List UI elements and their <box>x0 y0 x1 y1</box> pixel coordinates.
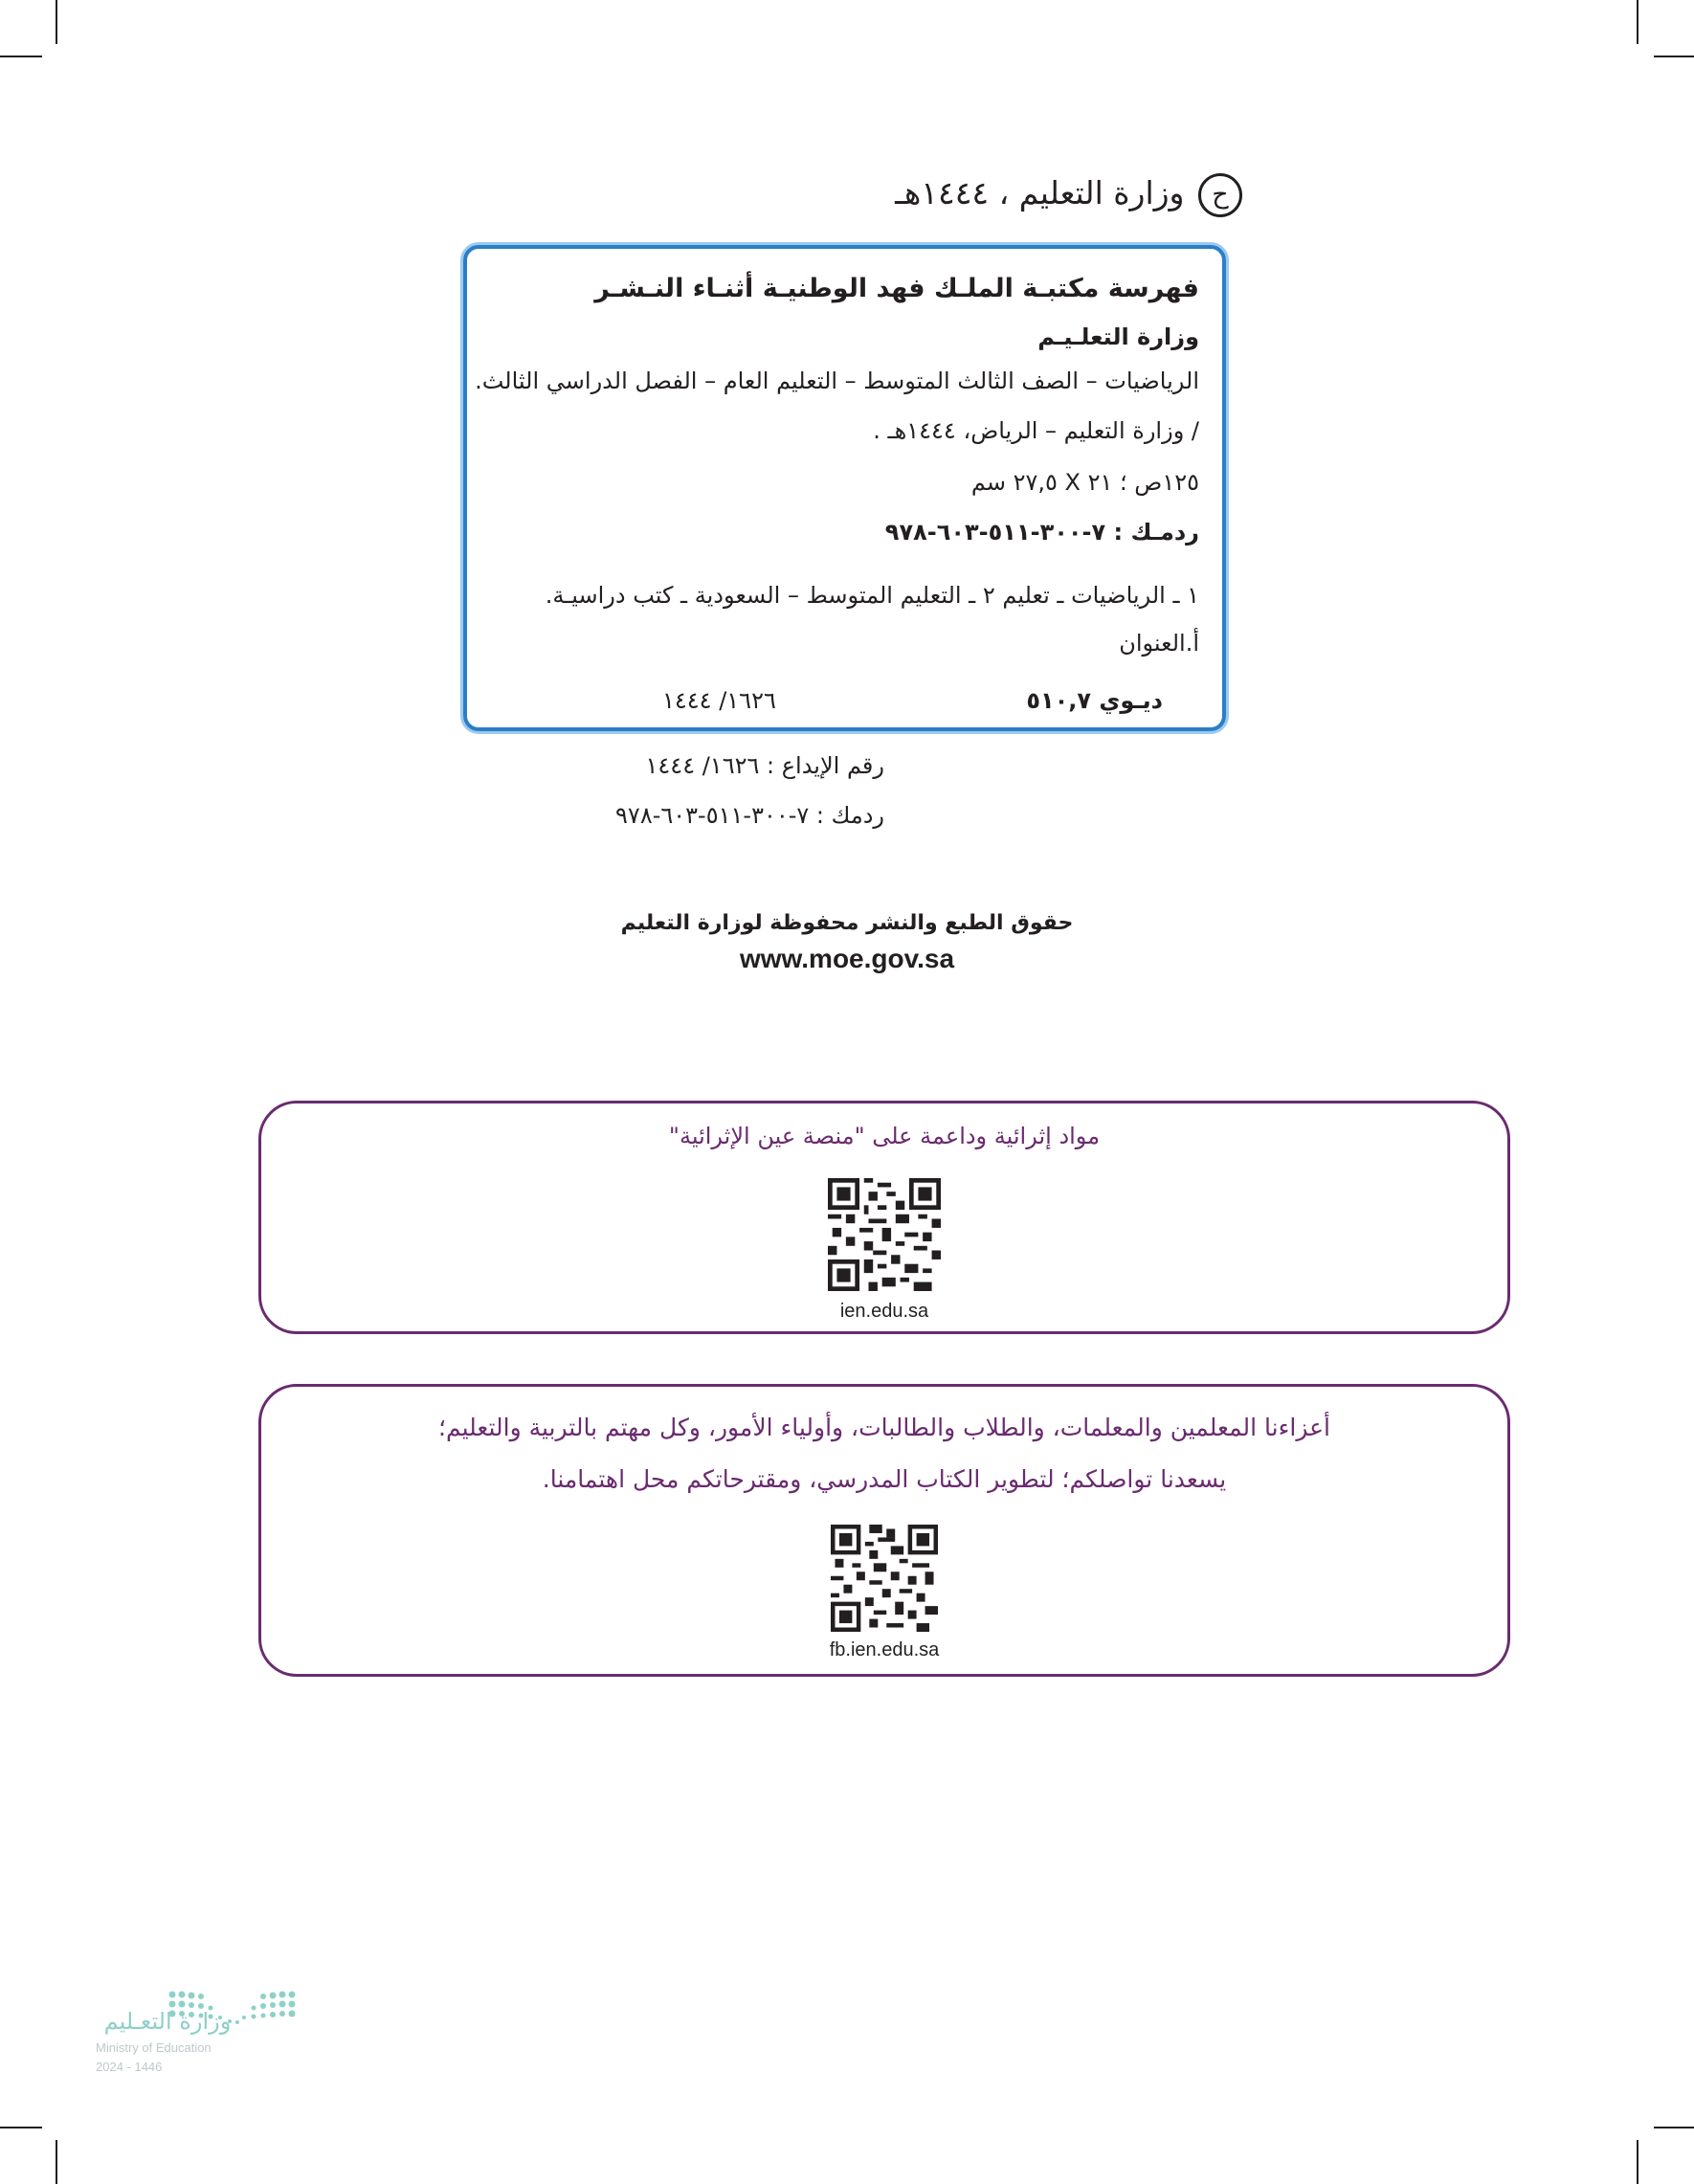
crop-mark <box>0 56 42 57</box>
cataloging-line: ١٢٥ص ؛ ٢١ X ٢٧,٥ سم <box>970 469 1199 496</box>
deposit-line: رقم الإيداع : ١٦٢٦/ ١٤٤٤ <box>645 752 884 779</box>
crop-mark <box>1637 0 1638 44</box>
feedback-line: يسعدنا تواصلكم؛ لتطوير الكتاب المدرسي، ومقترحاتكم محل اهتمامنا. <box>542 1465 1227 1493</box>
crop-mark <box>1654 56 1694 57</box>
cataloging-line: أ.العنوان <box>1119 630 1199 657</box>
ministry-name-ar: وزارة التعـليم <box>103 2008 232 2035</box>
cataloging-author: وزارة التعلـيـم <box>1037 323 1199 350</box>
copyright-text: وزارة التعليم ، ١٤٤٤هـ <box>895 174 1185 212</box>
qr-code-icon[interactable] <box>828 1178 941 1291</box>
qr-code-icon[interactable] <box>831 1525 938 1632</box>
isbn-line: ردمك : ٧-٣٠٠-٥١١-٦٠٣-٩٧٨ <box>615 802 884 829</box>
crop-mark <box>56 2140 57 2184</box>
deposit-number: ١٦٢٦/ ١٤٤٤ <box>662 687 776 714</box>
crop-mark <box>1637 2140 1638 2184</box>
crop-mark <box>56 0 57 44</box>
cataloging-box <box>463 245 1226 731</box>
feedback-line: أعزاءنا المعلمين والمعلمات، والطلاب والطالبات، وأولياء الأمور، وكل مهتم بالتربية والتعليم؛ <box>438 1414 1330 1441</box>
ministry-name-en: Ministry of Education <box>96 2040 212 2055</box>
rights-statement: حقوق الطبع والنشر محفوظة لوزارة التعليم <box>620 911 1074 935</box>
crop-mark <box>0 2127 42 2128</box>
crop-mark <box>1654 2127 1694 2128</box>
cataloging-isbn: ردمـك : ٧-٣٠٠-٥١١-٦٠٣-٩٧٨ <box>884 519 1199 546</box>
cataloging-line: ١ ـ الرياضيات ـ تعليم ٢ ـ التعليم المتوسط – السعودية ـ كتب دراسيـة. <box>545 582 1199 609</box>
copyright-line <box>381 168 1242 218</box>
cataloging-title: فهرسة مكتبـة الملـك فهد الوطنيـة أثنـاء النـشـر <box>594 274 1199 303</box>
ministry-url[interactable]: www.moe.gov.sa <box>739 944 955 973</box>
ien-url[interactable]: ien.edu.sa <box>839 1301 929 1322</box>
dewey-number: ديـوي ٥١٠,٧ <box>1026 687 1163 714</box>
feedback-box <box>258 1384 1510 1677</box>
feedback-url[interactable]: fb.ien.edu.sa <box>829 1639 940 1660</box>
cataloging-line: / وزارة التعليم – الرياض، ١٤٤٤هـ . <box>873 417 1199 444</box>
ien-platform-box <box>258 1101 1510 1334</box>
ien-box-text: مواد إثرائية وداعمة على "منصة عين الإثرائية" <box>668 1123 1101 1149</box>
ministry-year: 2024 - 1446 <box>96 2060 163 2074</box>
copyright-symbol: ح <box>1198 173 1242 217</box>
cataloging-line: الرياضيات – الصف الثالث المتوسط – التعليم العام – الفصل الدراسي الثالث. <box>475 368 1199 394</box>
